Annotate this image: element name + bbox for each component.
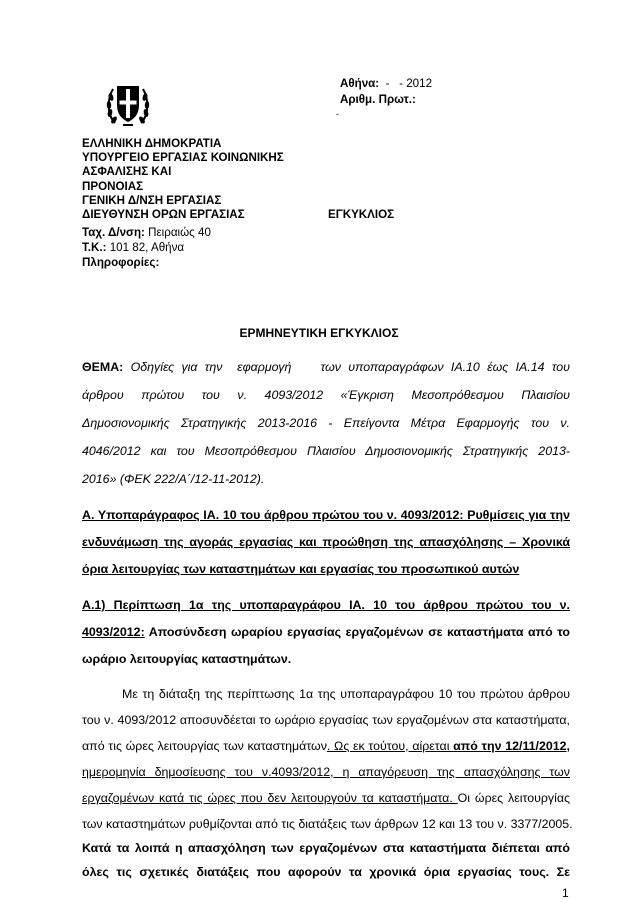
section-a-heading-2: ενδυνάμωση της αγοράς εργασίας και προώθηση της απασχόλησης – Χρονικά [82,535,570,549]
org-line: ΔΙΕΥΘΥΝΣΗ ΟΡΩΝ ΕΡΓΑΣΙΑΣ [82,208,245,222]
body-text-underlined: . Ως εκ τούτου, αίρεται [326,739,454,753]
body-line-6: των καταστημάτων ρυθμίζονται από τις διατάξεις των άρθρων 12 και 13 του ν. 3377/2005. [82,817,573,831]
body-line-3 [82,736,570,756]
body-line-7: Κατά τα λοιπά η απασχόληση των εργαζομένων στα καταστήματα διέπεται από [82,841,570,855]
dash-mark: - [336,109,339,119]
subject-line-5: 2016» (ΦΕΚ 222/Α΄/12-11-2012). [82,472,265,486]
subject-line-2: άρθρου πρώτου του ν. 4093/2012 «Έγκριση Μεσοπρόθεσμου Πλαισίου [82,388,570,402]
section-a-heading-1: Α. Υποπαράγραφος ΙΑ. 10 του άρθρου πρώτου του ν. 4093/2012: Ρυθμίσεις για την [82,508,570,522]
body-line-1: Με τη διάταξη της περίπτωσης 1α της υποπαραγράφου 10 του πρώτου άρθρου [122,687,570,701]
body-line-8: όλες τις σχετικές διατάξεις που αφορούν τα χρονικά όρια εργασίας τους. Σε [82,865,570,879]
section-a1-heading-1: Α.1) Περίπτωση 1α της υποπαραγράφου ΙΑ. 10 του άρθρου πρώτου του ν. [82,598,570,612]
section-a1-heading-3: ωράριο λειτουργίας καταστημάτων. [82,652,292,666]
org-line: ΠΡΟΝΟΙΑΣ [82,179,144,193]
info-label: Πληροφορίες: [82,256,160,269]
body-text: Οι ώρες λειτουργίας [457,791,571,805]
body-line-4: ημερομηνία δημοσίευσης του ν.4093/2012, η απαγόρευση της απασχόλησης των [82,765,570,779]
subject-text: Οδηγίες για την εφαρμογή των υποπαραγράφων ΙΑ.10 έως ΙΑ.14 του [123,360,570,374]
subject-line-4: 4046/2012 και του Μεσοπρόθεσμου Πλαισίου Δημοσιονομικής Στρατηγικής 2013- [82,444,570,458]
org-line: ΓΕΝΙΚΗ Δ/ΝΣΗ ΕΡΓΑΣΙΑΣ [82,193,222,207]
body-line-5 [82,788,570,808]
address-value: Πειραιώς 40 [144,226,211,239]
org-line: ΑΣΦΑΛΙΣΗΣ ΚΑΙ [82,165,172,179]
org-line: ΥΠΟΥΡΓΕΙΟ ΕΡΓΑΣΙΑΣ ΚΟΙΝΩΝΙΚΗΣ [82,151,284,165]
postal-code-value: 101 82, Αθήνα [106,241,185,254]
law-reference: 4093/2012: [82,625,145,639]
page-number: 1 [562,886,569,900]
organization-block [82,137,284,222]
body-text-underlined: εργαζομένων κατά τις ώρες που δεν λειτουργούν τα καταστήματα. [82,791,458,805]
contact-block [82,225,211,270]
subject-line-1 [82,357,570,377]
subject-line-3: Δημοσιονομικής Στρατηγικής 2013-2016 - Επείγοντα Μέτρα Εφαρμογής του ν. [82,416,570,430]
section-a-heading-3: όρια λειτουργίας των καταστημάτων και εργασίας του προσωπικού αυτών [82,562,520,576]
section-a1-heading-2 [82,622,570,642]
date-block [336,76,433,122]
postal-code-label: Τ.Κ.: [82,241,107,254]
document-title: ΕΡΜΗΝΕΥΤΙΚΗ ΕΓΚΥΚΛΙΟΣ [239,326,399,340]
body-text: από τις ώρες λειτουργίας των καταστημάτων [82,739,327,753]
protocol-number-label: Αριθμ. Πρωτ.: [340,93,416,106]
org-line: ΕΛΛΗΝΙΚΗ ΔΗΜΟΚΡΑΤΙΑ [82,137,222,150]
section-a1-heading-text: Αποσύνδεση ωραρίου εργασίας εργαζομένων σε καταστήματα από το [144,625,570,639]
address-label: Ταχ. Δ/νση: [82,226,145,239]
subject-label: ΘΕΜΑ: [82,360,124,374]
effective-date: από την 12/11/2012, [453,739,570,753]
greek-coat-of-arms-emblem [105,77,151,129]
date-value: - - 2012 [379,77,433,90]
document-type: ΕΓΚΥΚΛΙΟΣ [328,208,395,221]
body-line-2: του ν. 4093/2012 αποσυνδέεται το ωράριο εργασίας των εργαζομένων στα καταστήματα, [82,713,570,727]
date-label: Αθήνα: [340,77,380,90]
